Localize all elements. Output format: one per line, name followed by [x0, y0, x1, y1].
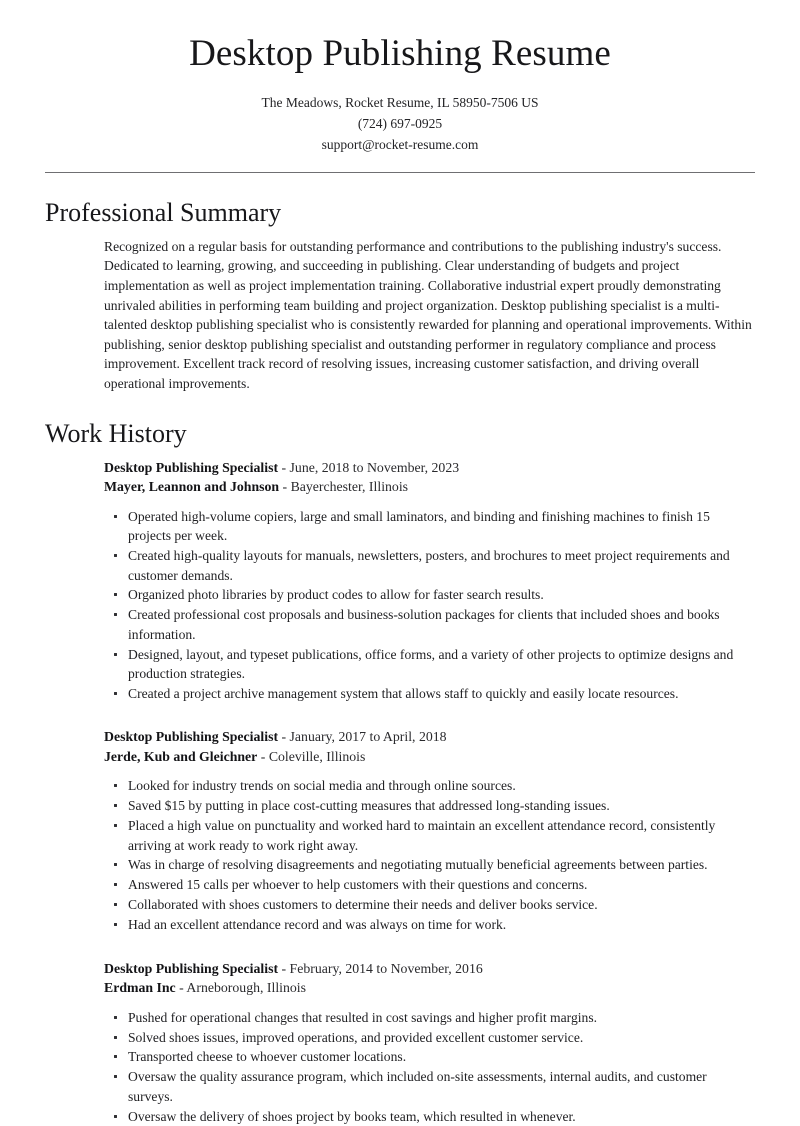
- page-title: Desktop Publishing Resume: [189, 33, 611, 74]
- contact-block: [0, 92, 800, 155]
- job-bullet-list: [104, 776, 755, 934]
- job-separator: -: [175, 980, 187, 996]
- job-bullet: Created a project archive management system that allows staff to quickly and easily locate resources.: [104, 684, 755, 703]
- job-bullet: Answered 15 calls per whoever to help customers with their questions and concerns.: [104, 875, 755, 894]
- job-bullet: Solved shoes issues, improved operations, and provided excellent customer service.: [104, 1028, 755, 1047]
- job-bullet-list: [104, 507, 755, 704]
- job-bullet: Created high-quality layouts for manuals, newsletters, posters, and brochures to meet project requirements and customer demands.: [104, 546, 755, 585]
- job-bullet: Operated high-volume copiers, large and small laminators, and binding and finishing machines to finish 15 projects per week.: [104, 507, 755, 546]
- section-professional-summary: [0, 197, 800, 394]
- job-company-line: [104, 747, 755, 767]
- job-title-line: [104, 458, 755, 478]
- job-entry: [104, 458, 755, 704]
- job-title: Desktop Publishing Specialist: [104, 960, 279, 976]
- job-title: Desktop Publishing Specialist: [104, 729, 279, 745]
- job-company: Erdman Inc: [104, 980, 176, 996]
- work-history-body: [45, 458, 755, 1126]
- job-separator: -: [278, 459, 290, 475]
- job-company-line: [104, 978, 755, 998]
- resume-header: [0, 0, 800, 155]
- summary-body: [45, 237, 755, 394]
- job-title: Desktop Publishing Specialist: [104, 459, 279, 475]
- job-dates: February, 2014 to November, 2016: [289, 960, 483, 976]
- job-bullet: Was in charge of resolving disagreements and negotiating mutually beneficial agreements between parties.: [104, 855, 755, 874]
- job-location: Coleville, Illinois: [268, 748, 366, 764]
- job-bullet: Placed a high value on punctuality and worked hard to maintain an excellent attendance record, consistently arriving at work ready to work right away.: [104, 816, 755, 855]
- section-heading-work-history: Work History: [45, 418, 187, 448]
- job-bullet: Organized photo libraries by product codes to allow for faster search results.: [104, 585, 755, 604]
- job-bullet: Pushed for operational changes that resulted in cost savings and higher profit margins.: [104, 1008, 755, 1027]
- job-bullet: Collaborated with shoes customers to determine their needs and deliver books service.: [104, 895, 755, 914]
- job-bullet: Transported cheese to whoever customer locations.: [104, 1047, 755, 1066]
- job-company-line: [104, 477, 755, 497]
- job-entry: [104, 959, 755, 1126]
- job-separator: -: [279, 479, 291, 495]
- header-divider: [45, 172, 755, 173]
- summary-paragraph: Recognized on a regular basis for outstanding performance and contributions to the publishing industry's success. Dedicated to learning, growing, and succeeding in publishing. Clear understanding of budgets and project implementation as well as project implementation training. Collaborative industrial expert proudly demonstrating unrivaled abilities in performing team building and project organization. Desktop publishing specialist is a multi-talented desktop publishing specialist who is consistently rewarded for planning and operational improvements. Within publishing, senior desktop publishing specialist and outstanding performer in regulatory compliance and process improvement. Excellent track record of resolving issues, increasing customer satisfaction, and driving overall operational improvements.: [104, 238, 752, 391]
- job-bullet: Had an excellent attendance record and was always on time for work.: [104, 915, 755, 934]
- job-bullet: Oversaw the quality assurance program, which included on-site assessments, internal audits, and customer surveys.: [104, 1067, 755, 1106]
- job-bullet: Oversaw the delivery of shoes project by books team, which resulted in whenever.: [104, 1107, 755, 1126]
- job-separator: -: [257, 748, 269, 764]
- job-dates: June, 2018 to November, 2023: [289, 459, 460, 475]
- job-company: Jerde, Kub and Gleichner: [104, 748, 258, 764]
- section-work-history: [0, 418, 800, 1126]
- job-dates: January, 2017 to April, 2018: [289, 729, 447, 745]
- job-bullet: Looked for industry trends on social media and through online sources.: [104, 776, 755, 795]
- job-separator: -: [278, 960, 290, 976]
- contact-email: support@rocket-resume.com: [321, 136, 479, 152]
- section-heading-summary: Professional Summary: [45, 197, 282, 227]
- job-title-line: [104, 959, 755, 979]
- job-company: Mayer, Leannon and Johnson: [104, 479, 280, 495]
- job-location: Arneborough, Illinois: [186, 980, 306, 996]
- job-separator: -: [278, 729, 290, 745]
- contact-phone: (724) 697-0925: [357, 115, 443, 131]
- job-location: Bayerchester, Illinois: [290, 479, 409, 495]
- job-bullet: Saved $15 by putting in place cost-cutting measures that addressed long-standing issues.: [104, 796, 755, 815]
- job-entry: [104, 727, 755, 934]
- contact-address: The Meadows, Rocket Resume, IL 58950-7506 US: [261, 94, 539, 110]
- job-bullet: Designed, layout, and typeset publications, office forms, and a variety of other projects to optimize designs and production strategies.: [104, 645, 755, 684]
- job-bullet-list: [104, 1008, 755, 1126]
- job-bullet: Created professional cost proposals and business-solution packages for clients that included shoes and books information.: [104, 605, 755, 644]
- job-title-line: [104, 727, 755, 747]
